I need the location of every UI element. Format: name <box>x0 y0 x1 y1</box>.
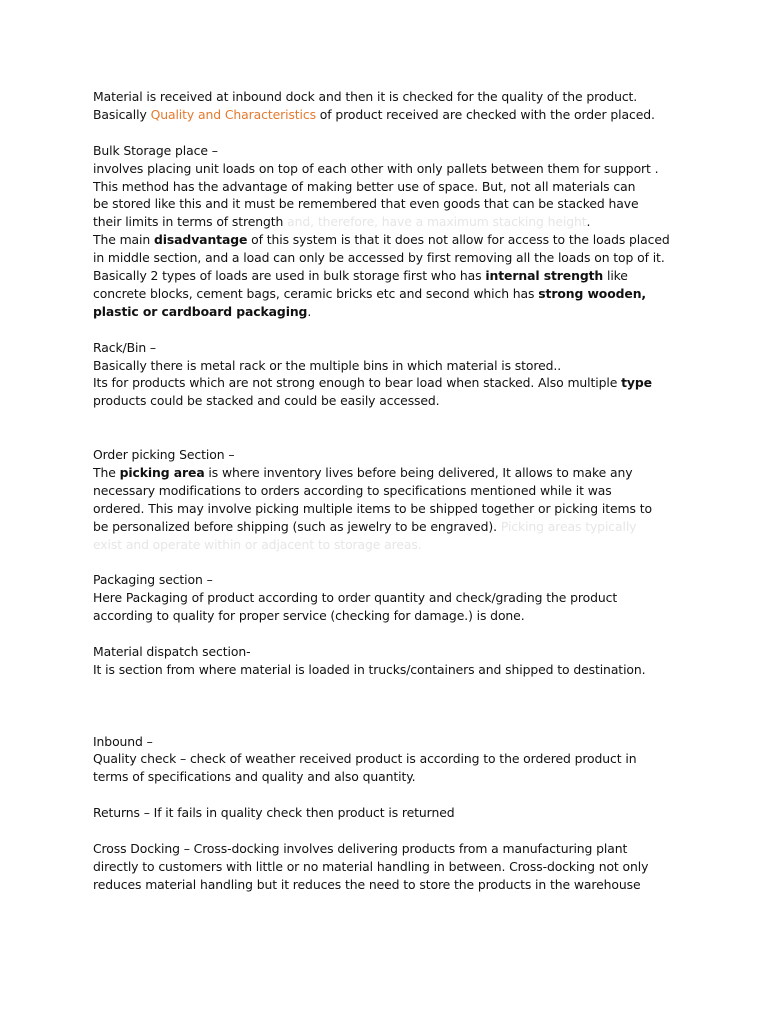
bulk-text: The main <box>93 232 154 248</box>
document-body <box>93 88 693 894</box>
rack-line-3: products could be stacked and could be easily accessed. <box>93 393 440 409</box>
picking-line-4 <box>93 518 693 536</box>
picking-text: be personalized before shipping (such as jewelry to be engraved). <box>93 518 497 534</box>
bulk-text: their limits in terms of strength <box>93 214 284 230</box>
bulk-line-5 <box>93 231 693 249</box>
intro-line-1: Material is received at inbound dock and then it is checked for the quality of the product. <box>93 89 638 104</box>
section-heading-bulk-storage: Bulk Storage place – <box>93 142 218 158</box>
inbound-line-2: terms of specifications and quality and also quantity. <box>93 769 416 785</box>
section-heading-packaging: Packaging section – <box>93 572 213 588</box>
intro-text: Basically <box>93 106 151 122</box>
returns-line: Returns – If it fails in quality check then product is returned <box>93 805 455 821</box>
bulk-line-2: This method has the advantage of making better use of space. But, not all materials can <box>93 178 636 194</box>
bold-picking-area: picking area <box>119 464 205 480</box>
cross-docking-line-3: reduces material handling but it reduces the need to store the products in the warehouse <box>93 876 641 892</box>
picking-line-2: necessary modifications to orders according to specifications mentioned while it was <box>93 482 612 498</box>
bold-internal-strength: internal strength <box>485 268 604 284</box>
bulk-line-9 <box>93 303 693 321</box>
bold-disadvantage: disadvantage <box>153 232 248 248</box>
section-heading-inbound: Inbound – <box>93 733 153 749</box>
bulk-text: . <box>586 214 591 230</box>
bold-strong-wooden: strong wooden, <box>538 285 647 301</box>
bulk-text: of this system is that it does not allow for access to the loads placed <box>247 232 670 248</box>
bulk-line-7 <box>93 267 693 285</box>
bulk-text: like <box>603 268 628 284</box>
section-heading-dispatch: Material dispatch section- <box>93 644 251 660</box>
packaging-line-2: according to quality for proper service (checking for damage.) is done. <box>93 608 525 624</box>
inbound-line-1: Quality check – check of weather received product is according to the ordered product in <box>93 751 637 767</box>
highlight-quality-characteristics: Quality and Characteristics <box>150 106 316 122</box>
picking-line-1 <box>93 464 693 482</box>
intro-line-2 <box>93 106 693 124</box>
bulk-line-3: be stored like this and it must be remembered that even goods that can be stacked have <box>93 196 639 212</box>
bulk-line-6: in middle section, and a load can only be accessed by first removing all the loads on top of it. <box>93 250 665 266</box>
intro-text: of product received are checked with the order placed. <box>315 106 655 122</box>
rack-line-2 <box>93 374 693 392</box>
bulk-line-8 <box>93 285 693 303</box>
section-heading-order-picking: Order picking Section – <box>93 447 235 463</box>
section-heading-rack-bin: Rack/Bin – <box>93 339 157 355</box>
picking-line-5: exist and operate within or adjacent to storage areas. <box>93 536 422 552</box>
bold-packaging: plastic or cardboard packaging <box>93 303 308 319</box>
bold-type: type <box>621 375 652 391</box>
dispatch-line-1: It is section from where material is loaded in trucks/containers and shipped to destination. <box>93 661 646 677</box>
faded-text: and, therefore, have a maximum stacking height <box>283 214 587 230</box>
picking-text: The <box>93 464 120 480</box>
faded-text: Picking areas typically <box>497 518 637 534</box>
packaging-line-1: Here Packaging of product according to order quantity and check/grading the product <box>93 590 618 606</box>
cross-docking-line-2: directly to customers with little or no material handling in between. Cross-docking not only <box>93 858 649 874</box>
bulk-line-4 <box>93 213 693 231</box>
bulk-text: concrete blocks, cement bags, ceramic bricks etc and second which has <box>93 285 539 301</box>
rack-line-1: Basically there is metal rack or the multiple bins in which material is stored.. <box>93 357 562 373</box>
bulk-text: . <box>307 303 312 319</box>
bulk-line-1: involves placing unit loads on top of each other with only pallets between them for support . <box>93 160 659 176</box>
picking-text: is where inventory lives before being delivered, It allows to make any <box>204 464 633 480</box>
bulk-text: Basically 2 types of loads are used in bulk storage first who has <box>93 268 486 284</box>
picking-line-3: ordered. This may involve picking multiple items to be shipped together or picking items to <box>93 500 652 516</box>
cross-docking-line-1: Cross Docking – Cross-docking involves delivering products from a manufacturing plant <box>93 840 628 856</box>
rack-text: Its for products which are not strong enough to bear load when stacked. Also multiple <box>93 375 622 391</box>
